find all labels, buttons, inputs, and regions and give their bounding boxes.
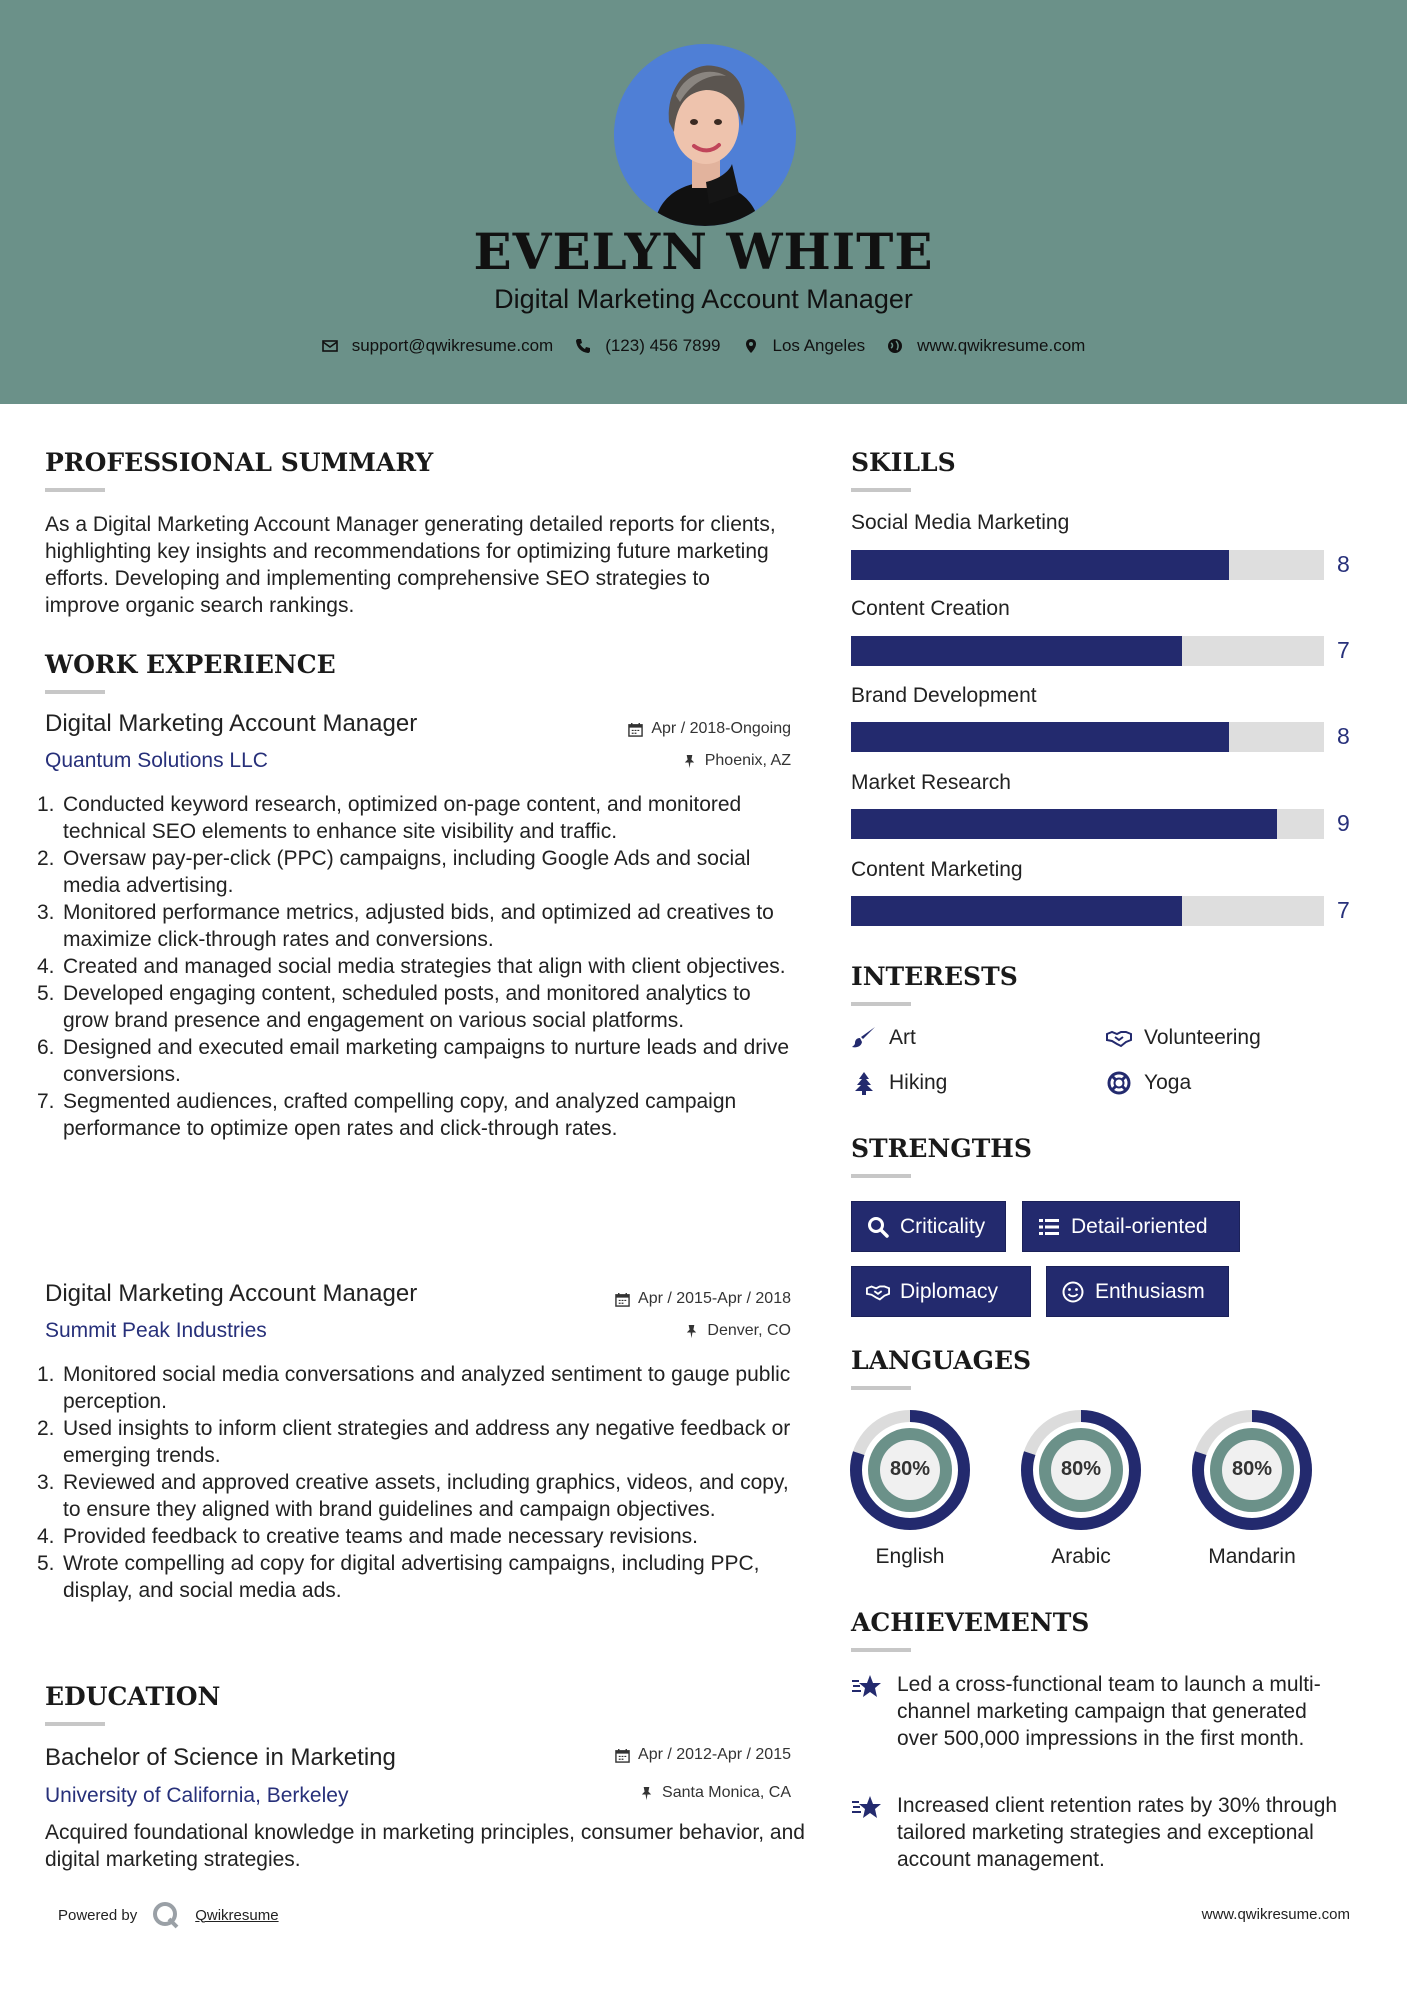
- email-text: support@qwikresume.com: [351, 336, 554, 355]
- skill-label: Brand Development: [851, 684, 1037, 707]
- skill-label: Social Media Marketing: [851, 511, 1070, 534]
- list-item: 2. Used insights to inform client strategies and address any negative feedback or emerging trends.: [37, 1417, 791, 1467]
- interest-volunteering: Volunteering: [1106, 1026, 1261, 1050]
- skill-value: 7: [1337, 637, 1350, 663]
- brand-link[interactable]: Qwikresume: [195, 1906, 279, 1924]
- website-text: www.qwikresume.com: [917, 336, 1086, 355]
- avatar: [614, 44, 796, 226]
- interest-yoga: Yoga: [1106, 1071, 1191, 1095]
- strength-tag: Enthusiasm: [1046, 1266, 1229, 1317]
- calendar-icon: [615, 1292, 630, 1307]
- job-location: [560, 752, 791, 770]
- phone-text: (123) 456 7899: [605, 336, 721, 355]
- strengths-divider: [851, 1174, 911, 1178]
- strength-tag: Detail-oriented: [1022, 1201, 1240, 1252]
- list-item: 3. Monitored performance metrics, adjusted bids, and optimized ad creatives to maximize click-through rates and conversions.: [37, 901, 774, 951]
- skills-heading: SKILLS: [851, 448, 956, 477]
- skill-value: 7: [1337, 897, 1350, 923]
- skill-label: Market Research: [851, 771, 1011, 794]
- school-name: University of California, Berkeley: [45, 1784, 349, 1807]
- portrait-photo: [614, 44, 796, 226]
- list-item: 4. Provided feedback to creative teams and made necessary revisions.: [37, 1525, 698, 1548]
- language-label: English: [875, 1545, 945, 1568]
- job-location-text: Phoenix, AZ: [704, 752, 791, 769]
- list-item: 3. Reviewed and approved creative assets, including graphics, videos, and copy, to ensure they aligned with brand guidelines and campaign objectives.: [37, 1471, 789, 1521]
- language-percent: 80%: [1060, 1458, 1102, 1480]
- pushpin-icon: [684, 1324, 699, 1339]
- skill-bar: [851, 896, 1324, 926]
- list-icon: [1037, 1215, 1061, 1239]
- interests-heading: INTERESTS: [851, 962, 1018, 991]
- education-divider: [45, 1722, 105, 1726]
- star-icon: [851, 1794, 883, 1822]
- strengths-heading: STRENGTHS: [851, 1134, 1032, 1163]
- skill-fill: [851, 896, 1182, 926]
- achievement-item: Led a cross-functional team to launch a multi-channel marketing campaign that generated over 500,000 impressions in the first month.: [851, 1671, 1351, 1752]
- skills-divider: [851, 488, 911, 492]
- job-dates: [540, 1290, 791, 1308]
- achievement-item: Increased client retention rates by 30% through tailored marketing strategies and exceptional account management.: [851, 1792, 1351, 1873]
- calendar-icon: [615, 1748, 630, 1763]
- contact-bar: [0, 336, 1407, 356]
- skill-bar: [851, 722, 1324, 752]
- strength-tag: Criticality: [851, 1201, 1006, 1252]
- job-title: Digital Marketing Account Manager: [45, 1280, 418, 1307]
- languages-divider: [851, 1386, 911, 1390]
- skill-bar: [851, 550, 1324, 580]
- header-band: [0, 0, 1407, 404]
- skill-fill: [851, 809, 1277, 839]
- job-location: [560, 1322, 791, 1340]
- list-item: 2. Oversaw pay-per-click (PPC) campaigns, including Google Ads and social media advertising.: [37, 847, 751, 897]
- skill-bar: [851, 809, 1324, 839]
- globe-icon: [887, 338, 903, 354]
- skill-label: Content Creation: [851, 597, 1010, 620]
- contact-phone[interactable]: [575, 336, 720, 356]
- skill-label: Content Marketing: [851, 858, 1023, 881]
- job-duties-list: [37, 1361, 795, 1604]
- footer-powered-by: [58, 1900, 279, 1930]
- handshake-icon: [1106, 1026, 1132, 1050]
- company-name: Quantum Solutions LLC: [45, 749, 268, 772]
- company-name: Summit Peak Industries: [45, 1319, 267, 1342]
- job-dates-text: Apr / 2015-Apr / 2018: [638, 1290, 791, 1307]
- summary-heading: PROFESSIONAL SUMMARY: [45, 448, 434, 477]
- contact-website[interactable]: [887, 336, 1085, 356]
- skill-bar: [851, 636, 1324, 666]
- candidate-title: Digital Marketing Account Manager: [494, 284, 913, 314]
- paintbrush-icon: [851, 1026, 877, 1050]
- education-heading: EDUCATION: [45, 1682, 221, 1711]
- pushpin-icon: [639, 1786, 654, 1801]
- experience-heading: WORK EXPERIENCE: [45, 650, 336, 679]
- education-location-text: Santa Monica, CA: [662, 1784, 791, 1801]
- search-icon: [866, 1215, 890, 1239]
- language-percent: 80%: [1231, 1458, 1273, 1480]
- language-label: Arabic: [1051, 1545, 1111, 1568]
- education-text: Acquired foundational knowledge in marketing principles, consumer behavior, and digital marketing strategies.: [45, 1821, 805, 1871]
- location-text: Los Angeles: [772, 336, 866, 355]
- handshake-icon: [866, 1280, 890, 1304]
- education-dates: [540, 1746, 791, 1764]
- education-location: [540, 1784, 791, 1802]
- skill-value: 9: [1337, 810, 1350, 836]
- list-item: 6. Designed and executed email marketing campaigns to nurture leads and drive conversions.: [37, 1036, 790, 1086]
- interest-art: Art: [851, 1026, 916, 1050]
- list-item: 5. Developed engaging content, scheduled posts, and monitored analytics to grow brand presence and engagement on various social platforms.: [37, 982, 751, 1032]
- education-dates-text: Apr / 2012-Apr / 2015: [638, 1746, 791, 1763]
- language-label: Mandarin: [1208, 1545, 1296, 1568]
- skill-fill: [851, 636, 1182, 666]
- language-percent: 80%: [889, 1458, 931, 1480]
- contact-location: [743, 336, 866, 356]
- envelope-icon: [322, 338, 338, 354]
- powered-by-text: Powered by: [58, 1906, 138, 1924]
- job-dates: [560, 720, 791, 738]
- achievements-divider: [851, 1648, 911, 1652]
- lifebuoy-icon: [1106, 1071, 1132, 1095]
- summary-text: As a Digital Marketing Account Manager generating detailed reports for clients, highlighting key insights and recommendations for optimizing future marketing efforts. Developing and implementing comprehensive SEO strategies to improve organic search rankings.: [45, 513, 776, 617]
- calendar-icon: [628, 722, 643, 737]
- list-item: 1. Conducted keyword research, optimized on-page content, and monitored technical SEO elements to enhance site visibility and traffic.: [37, 793, 742, 843]
- achievements-heading: ACHIEVEMENTS: [851, 1608, 1090, 1637]
- skill-value: 8: [1337, 551, 1350, 577]
- list-item: 4. Created and managed social media strategies that align with client objectives.: [37, 955, 786, 978]
- list-item: 7. Segmented audiences, crafted compelling copy, and analyzed campaign performance to optimize open rates and click-through rates.: [37, 1090, 737, 1140]
- strength-tag: Diplomacy: [851, 1266, 1031, 1317]
- contact-email[interactable]: [322, 336, 554, 356]
- job-duties-list: [37, 791, 795, 1142]
- phone-icon: [575, 338, 591, 354]
- interest-hiking: Hiking: [851, 1071, 947, 1095]
- job-location-text: Denver, CO: [707, 1322, 791, 1339]
- skill-fill: [851, 722, 1229, 752]
- list-item: 5. Wrote compelling ad copy for digital advertising campaigns, including PPC, display, and social media ads.: [37, 1552, 760, 1602]
- list-item: 1. Monitored social media conversations and analyzed sentiment to gauge public perception.: [37, 1363, 791, 1413]
- qwikresume-logo-icon: [151, 1900, 181, 1930]
- skill-fill: [851, 550, 1229, 580]
- map-marker-icon: [743, 338, 759, 354]
- degree-title: Bachelor of Science in Marketing: [45, 1744, 396, 1771]
- experience-divider: [45, 690, 105, 694]
- job-dates-text: Apr / 2018-Ongoing: [651, 720, 791, 737]
- skill-value: 8: [1337, 723, 1350, 749]
- job-title: Digital Marketing Account Manager: [45, 710, 418, 737]
- languages-heading: LANGUAGES: [851, 1346, 1032, 1375]
- candidate-name: EVELYN WHITE: [473, 222, 934, 281]
- tree-icon: [851, 1071, 877, 1095]
- star-icon: [851, 1673, 883, 1701]
- interests-divider: [851, 1002, 911, 1006]
- pushpin-icon: [682, 754, 697, 769]
- smile-icon: [1061, 1280, 1085, 1304]
- footer-website[interactable]: www.qwikresume.com: [1201, 1906, 1350, 1923]
- summary-divider: [45, 488, 105, 492]
